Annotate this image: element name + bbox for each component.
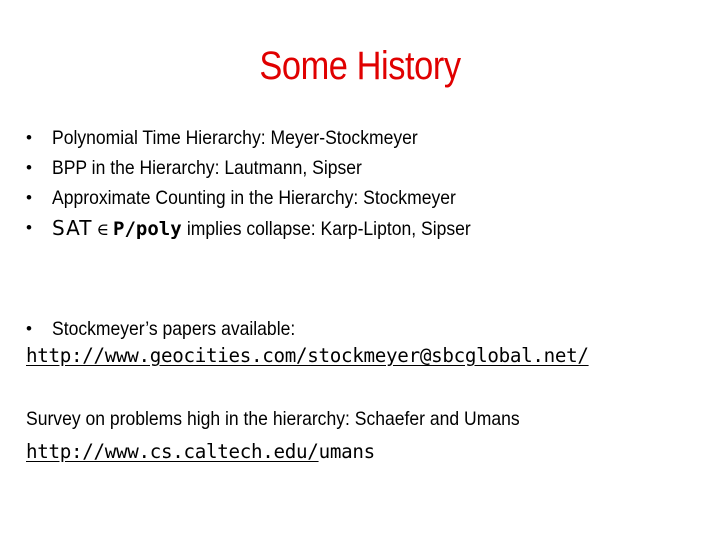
- sat-symbol: SAT: [52, 216, 93, 240]
- bullet-item-collapse: [26, 213, 502, 245]
- survey-label: Survey on problems high in the hierarchy: Schaefer and Umans: [26, 408, 520, 430]
- caltech-link[interactable]: http://www.cs.caltech.edu/: [26, 440, 319, 463]
- slide-title: Some History: [259, 44, 461, 88]
- bullet-text: Polynomial Time Hierarchy: Meyer-Stockmeyer: [52, 127, 418, 149]
- bullet-item: [26, 153, 502, 183]
- bullet-marker: •: [26, 218, 32, 237]
- bullet-item: [26, 183, 502, 213]
- ppoly-symbol: P/poly: [113, 218, 182, 240]
- history-bullet-list: [26, 123, 502, 245]
- collapse-text: implies collapse: Karp-Lipton, Sipser: [181, 218, 471, 240]
- bullet-text: Approximate Counting in the Hierarchy: Stockmeyer: [52, 187, 456, 209]
- survey-link-row: [26, 440, 375, 463]
- bullet-marker: •: [26, 128, 32, 147]
- papers-text: Stockmeyer’s papers available:: [52, 318, 296, 340]
- bullet-marker: •: [26, 319, 32, 338]
- bullet-item: [26, 123, 502, 153]
- bullet-text: BPP in the Hierarchy: Lautmann, Sipser: [52, 157, 362, 179]
- survey-text: [26, 408, 574, 431]
- bullet-marker: •: [26, 188, 32, 207]
- stockmeyer-papers-link[interactable]: http://www.geocities.com/stockmeyer@sbcglobal.net/: [26, 344, 589, 367]
- bullet-marker: •: [26, 158, 32, 177]
- caltech-link-suffix: umans: [318, 440, 375, 463]
- element-of-symbol: ∈: [96, 220, 110, 240]
- papers-bullet: [26, 314, 322, 344]
